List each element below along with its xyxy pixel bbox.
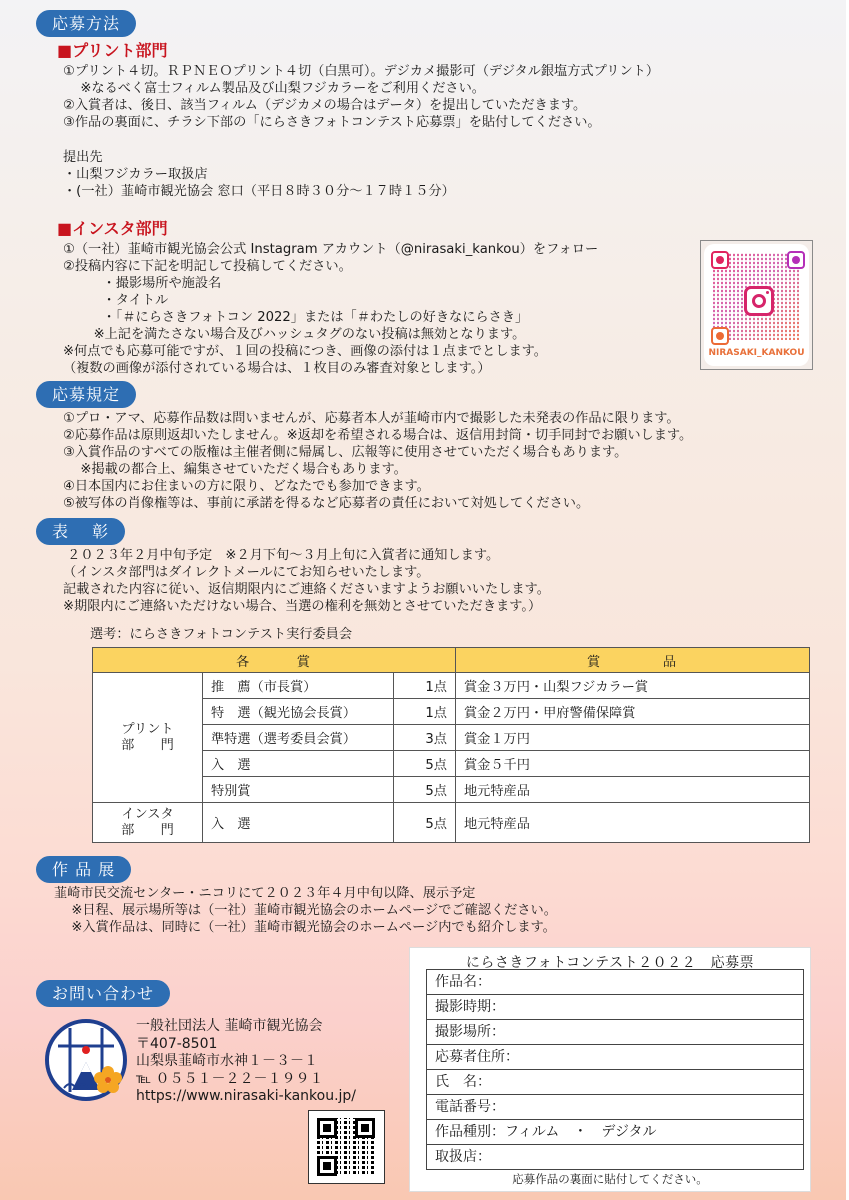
qr-finder-icon [711,251,729,269]
division-name-line2: 部 門 [121,737,174,753]
insta-line-2: ②投稿内容に下記を明記して投稿してください。 [63,259,352,274]
section-pill-application-method: 応募方法 [36,10,136,37]
entry-form-fields [426,969,804,1170]
form-field-address[interactable]: 応募者住所： [427,1045,803,1070]
table-row [93,673,810,699]
form-field-name[interactable]: 氏 名： [427,1070,803,1095]
division-name-line1: プリント [121,721,174,737]
insta-line-4: ・タイトル [63,293,169,308]
award-prize: 賞金３万円・山梨フジカラー賞 [456,673,810,699]
insta-line-3: ・撮影場所や施設名 [63,276,222,291]
contact-org: 一般社団法人 韮崎市観光協会 [136,1018,323,1034]
form-field-store[interactable]: 取扱店： [427,1145,803,1170]
tourism-association-logo-icon [44,1018,128,1102]
insta-line-1: ①（一社）韮崎市観光協会公式 Instagram アカウント（@nirasaki_kankou）をフォロー [63,242,599,257]
entry-form-title: にらさきフォトコンテスト２０２２ 応募票 [465,955,755,971]
award-count: 3点 [394,725,456,751]
award-prize: 賞金５千円 [456,751,810,777]
award-name: 準特選（選考委員会賞） [203,725,394,751]
awards-line-2: （インスタ部門はダイレクトメールにてお知らせいたします。 [63,565,430,580]
award-count: 5点 [394,751,456,777]
division-name-line2: 部 門 [121,822,174,838]
award-name: 入 選 [203,751,394,777]
form-field-type[interactable]: 作品種別：フィルム ・ デジタル [427,1120,803,1145]
submission-place-2: ・(一社）韮崎市観光協会 窓口（平日８時３０分～１７時１５分） [63,184,455,199]
section-pill-rules: 応募規定 [36,381,136,408]
awards-line-3: 記載された内容に従い、返信期限内にご連絡くださいますようお願いいたします。 [63,582,550,597]
exhibition-line-1: 韮崎市民交流センター・ニコリにて２０２３年４月中旬以降、展示予定 [54,886,476,901]
section-pill-exhibition: 作 品 展 [36,856,131,883]
qr-finder-icon [317,1156,337,1176]
rule-line-4: ※掲載の都合上、編集させていただく場合もあります。 [63,462,407,477]
exhibition-line-3: ※入賞作品は、同時に（一社）韮崎市観光協会のホームページ内でも紹介します。 [54,920,556,935]
print-line-4: ③作品の裏面に、チラシ下部の「にらさきフォトコンテスト応募票」を貼付してください。 [63,115,601,130]
judges-label: 選考：にらさきフォトコンテスト実行委員会 [90,627,353,642]
print-division-heading: ■プリント部門 [57,41,168,60]
entry-form [409,947,811,1192]
rule-line-3: ③入賞作品のすべての版権は主催者側に帰属し、広報等に使用させていただく場合もあります。 [63,445,628,460]
rule-line-2: ②応募作品は原則返却いたしません。※返却を希望される場合は、返信用封筒・切手同封でお願いします。 [63,428,693,443]
insta-line-5: ・「＃にらさきフォトコン 2022」または「＃わたしの好きなにらさき」 [63,310,529,325]
rule-line-5: ④日本国内にお住まいの方に限り、どなたでも参加できます。 [63,479,430,494]
table-row [93,803,810,843]
award-count: 5点 [394,803,456,843]
insta-division-heading: ■インスタ部門 [57,219,168,238]
submission-heading: 提出先 [63,150,103,165]
form-field-location[interactable]: 撮影場所： [427,1020,803,1045]
rule-line-1: ①プロ・アマ、応募作品数は問いませんが、応募者本人が韮崎市内で撮影した未発表の作品に限ります。 [63,411,680,426]
award-count: 1点 [394,673,456,699]
award-count: 1点 [394,699,456,725]
qr-finder-icon [355,1118,375,1138]
header-award: 各 賞 [93,648,456,673]
entry-form-note: 応募作品の裏面に貼付してください。 [512,1172,708,1186]
exhibition-line-2: ※日程、展示場所等は（一社）韮崎市観光協会のホームページでご確認ください。 [54,903,557,918]
award-prize: 賞金１万円 [456,725,810,751]
submission-place-1: ・山梨フジカラー取扱店 [63,167,208,182]
rule-line-6: ⑤被写体の肖像権等は、事前に承諾を得るなど応募者の責任において対処してください。 [63,496,590,511]
award-prize: 地元特産品 [456,803,810,843]
award-name: 推 薦（市長賞） [203,673,394,699]
award-name: 特別賞 [203,777,394,803]
print-line-1: ①プリント４切。ＲＰＮＥＯプリント４切（白黒可）。デジカメ撮影可（デジタル銀塩方式プリント） [63,64,660,79]
award-name: 特 選（観光協会長賞） [203,699,394,725]
section-pill-awards: 表 彰 [36,518,125,545]
qr-card [704,244,809,366]
awards-table [92,647,810,843]
contact-postal: 〒407-8501 [136,1035,218,1052]
award-prize: 地元特産品 [456,777,810,803]
qr-finder-icon [711,327,729,345]
awards-line-1: ２０２３年２月中旬予定 ※２月下旬～３月上旬に入賞者に通知します。 [54,548,500,563]
award-prize: 賞金２万円・甲府警備保障賞 [456,699,810,725]
website-qr-code[interactable] [308,1110,385,1184]
contact-tel[interactable]: ℡ ０５５１－２２－１９９１ [136,1070,324,1087]
qr-handle-label: NIRASAKI_KANKOU [708,348,805,358]
contact-url-link[interactable]: https://www.nirasaki-kankou.jp/ [136,1088,357,1104]
section-pill-contact: お問い合わせ [36,980,170,1007]
qr-finder-icon [317,1118,337,1138]
form-field-title[interactable]: 作品名： [427,970,803,995]
print-line-2: ※なるべく富士フィルム製品及び山梨フジカラーをご利用ください。 [63,81,485,96]
instagram-icon [744,286,774,316]
award-count: 5点 [394,777,456,803]
awards-line-4: ※期限内にご連絡いただけない場合、当選の権利を無効とさせていただきます。） [63,599,542,614]
form-field-phone[interactable]: 電話番号： [427,1095,803,1120]
division-insta [93,803,203,843]
insta-line-8: （複数の画像が添付されている場合は、１枚目のみ審査対象とします。） [63,361,491,376]
insta-line-6: ※上記を満たさない場合及びハッシュタグのない投稿は無効となります。 [63,327,526,342]
form-field-shoot-date[interactable]: 撮影時期： [427,995,803,1020]
instagram-qr-code[interactable] [700,240,813,370]
insta-line-7: ※何点でも応募可能ですが、１回の投稿につき、画像の添付は１点までとします。 [63,344,547,359]
header-prize: 賞 品 [456,648,810,673]
division-name-line1: インスタ [121,806,174,822]
contact-block [136,1018,356,1106]
awards-table-header [93,648,810,673]
division-print [93,673,203,803]
qr-finder-icon [787,251,805,269]
award-name: 入 選 [203,803,394,843]
contact-address: 山梨県韮崎市水神１－３－１ [136,1053,318,1069]
print-line-3: ②入賞者は、後日、該当フィルム（デジカメの場合はデータ）を提出していただきます。 [63,98,587,113]
